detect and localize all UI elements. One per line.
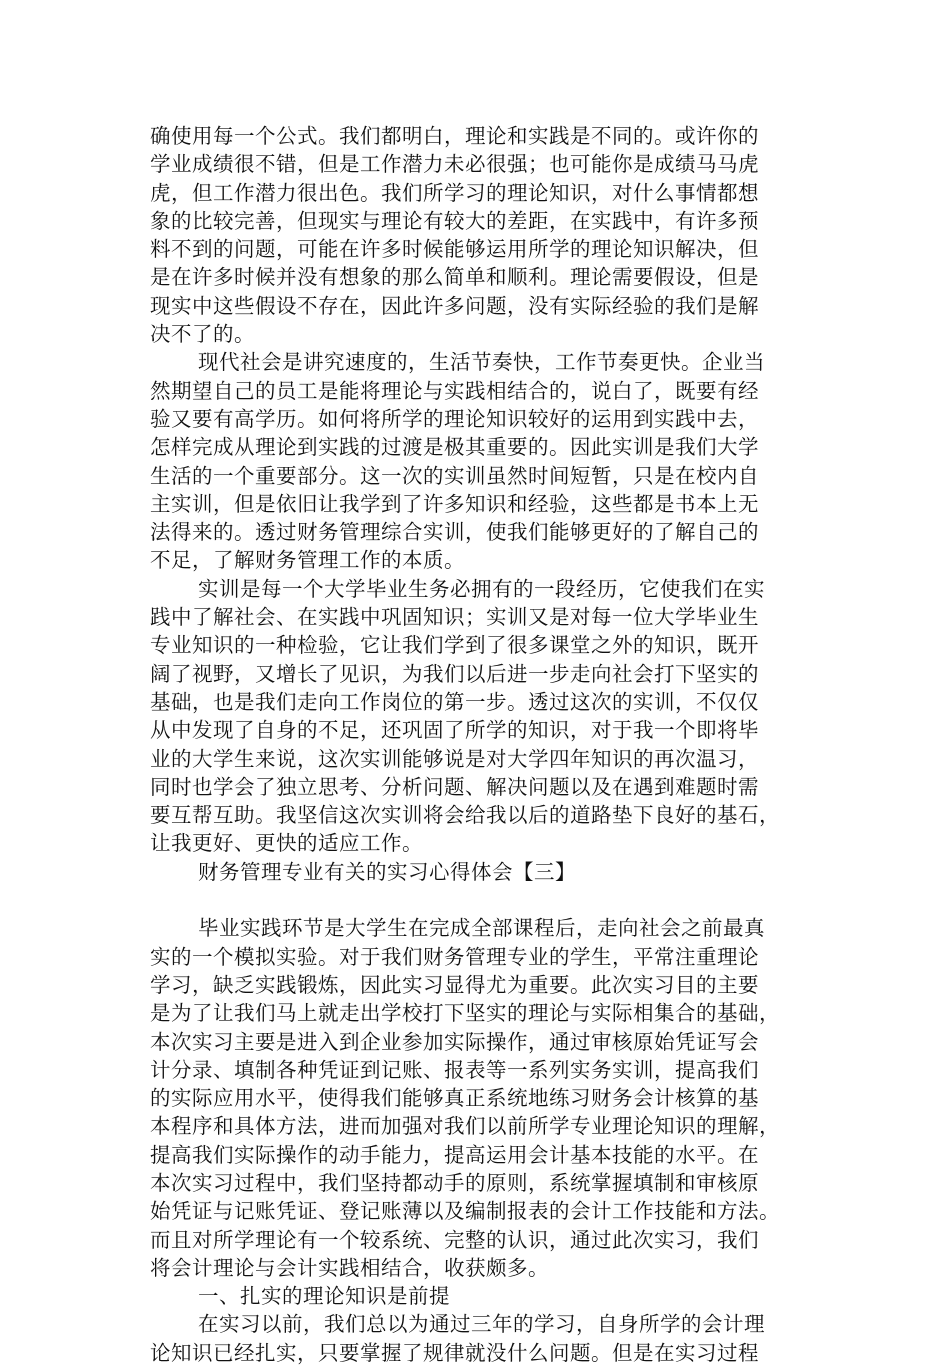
paragraph-5 (150, 1310, 800, 1367)
text-line: 同时也学会了独立思考、分析问题、解决问题以及在遇到难题时需 (150, 774, 759, 799)
text-line: 怎样完成从理论到实践的过渡是极其重要的。因此实训是我们大学 (150, 435, 759, 460)
text-line: 实训是每一个大学毕业生务必拥有的一段经历，它使我们在实 (198, 576, 765, 601)
text-line: 让我更好、更快的适应工作。 (150, 831, 423, 856)
text-line: 法得来的。透过财务管理综合实训，使我们能够更好的了解自己的 (150, 520, 759, 545)
text-line: 基础，也是我们走向工作岗位的第一步。透过这次的实训，不仅仅 (150, 689, 759, 714)
text-line: 是为了让我们马上就走出学校打下坚实的理论与实际相集合的基础， (150, 1001, 780, 1026)
text-line: 象的比较完善，但现实与理论有较大的差距，在实践中，有许多预 (150, 208, 759, 233)
text-line: 料不到的问题，可能在许多时候能够运用所学的理论知识解决，但 (150, 237, 759, 262)
text-line: 业的大学生来说，这次实训能够说是对大学四年知识的再次温习， (150, 746, 759, 771)
text-line: 提高我们实际操作的动手能力，提高运用会计基本技能的水平。在 (150, 1142, 759, 1167)
text-line: 论知识已经扎实，只要掌握了规律就没什么问题。但是在实习过程 (150, 1340, 759, 1365)
text-line: 的实际应用水平，使得我们能够真正系统地练习财务会计核算的基 (150, 1086, 759, 1111)
blank-line (150, 886, 800, 914)
text-line: 要互帮互助。我坚信这次实训将会给我以后的道路垫下良好的基石， (150, 803, 780, 828)
text-line: 验又要有高学历。如何将所学的理论知识较好的运用到实践中去， (150, 406, 759, 431)
text-line: 现代社会是讲究速度的，生活节奏快，工作节奏更快。企业当 (198, 350, 765, 375)
text-line: 然期望自己的员工是能将理论与实践相结合的，说白了，既要有经 (150, 378, 759, 403)
text-line: 阔了视野，又增长了见识，为我们以后进一步走向社会打下坚实的 (150, 661, 759, 686)
text-line: 学习，缺乏实践锻炼，因此实习显得尤为重要。此次实习目的主要 (150, 972, 759, 997)
paragraph-4 (150, 914, 800, 1282)
paragraph-2 (150, 348, 800, 574)
text-line: 在实习以前，我们总以为通过三年的学习，自身所学的会计理 (198, 1312, 765, 1337)
text-line: 虎，但工作潜力很出色。我们所学习的理论知识，对什么事情都想 (150, 180, 759, 205)
text-line: 主实训，但是依旧让我学到了许多知识和经验，这些都是书本上无 (150, 491, 759, 516)
text-line: 本次实习过程中，我们坚持都动手的原则，系统掌握填制和审核原 (150, 1170, 759, 1195)
text-line: 本次实习主要是进入到企业参加实际操作，通过审核原始凭证写会 (150, 1029, 759, 1054)
text-line: 决不了的。 (150, 322, 255, 347)
text-line: 而且对所学理论有一个较系统、完整的认识，通过此次实习，我们 (150, 1227, 759, 1252)
section-heading: 财务管理专业有关的实习心得体会【三】 (198, 859, 576, 884)
text-line: 现实中这些假设不存在，因此许多问题，没有实际经验的我们是解 (150, 293, 759, 318)
text-line: 始凭证与记账凭证、登记账薄以及编制报表的会计工作技能和方法。 (150, 1199, 780, 1224)
paragraph-3 (150, 575, 800, 858)
text-line: 是在许多时候并没有想象的那么简单和顺利。理论需要假设，但是 (150, 265, 759, 290)
text-line: 生活的一个重要部分。这一次的实训虽然时间短暂，只是在校内自 (150, 463, 759, 488)
text-line: 不足，了解财务管理工作的本质。 (150, 548, 465, 573)
text-line: 实的一个模拟实验。对于我们财务管理专业的学生，平常注重理论 (150, 944, 759, 969)
text-line: 毕业实践环节是大学生在完成全部课程后，走向社会之前最真 (198, 916, 765, 941)
text-line: 学业成绩很不错，但是工作潜力未必很强；也可能你是成绩马马虎 (150, 152, 759, 177)
paragraph-1 (150, 122, 800, 348)
text-line: 本程序和具体方法，进而加强对我们以前所学专业理论知识的理解， (150, 1114, 780, 1139)
text-line: 确使用每一个公式。我们都明白，理论和实践是不同的。或许你的 (150, 124, 759, 148)
text-line: 专业知识的一种检验，它让我们学到了很多课堂之外的知识，既开 (150, 633, 759, 658)
text-line: 计分录、填制各种凭证到记账、报表等一系列实务实训，提高我们 (150, 1057, 759, 1082)
subheading: 一、扎实的理论知识是前提 (198, 1284, 450, 1309)
text-line: 将会计理论与会计实践相结合，收获颇多。 (150, 1255, 549, 1280)
document-body (150, 122, 800, 1367)
text-line: 从中发现了自身的不足，还巩固了所学的知识，对于我一个即将毕 (150, 718, 759, 743)
text-line: 践中了解社会、在实践中巩固知识；实训又是对每一位大学毕业生 (150, 605, 759, 630)
